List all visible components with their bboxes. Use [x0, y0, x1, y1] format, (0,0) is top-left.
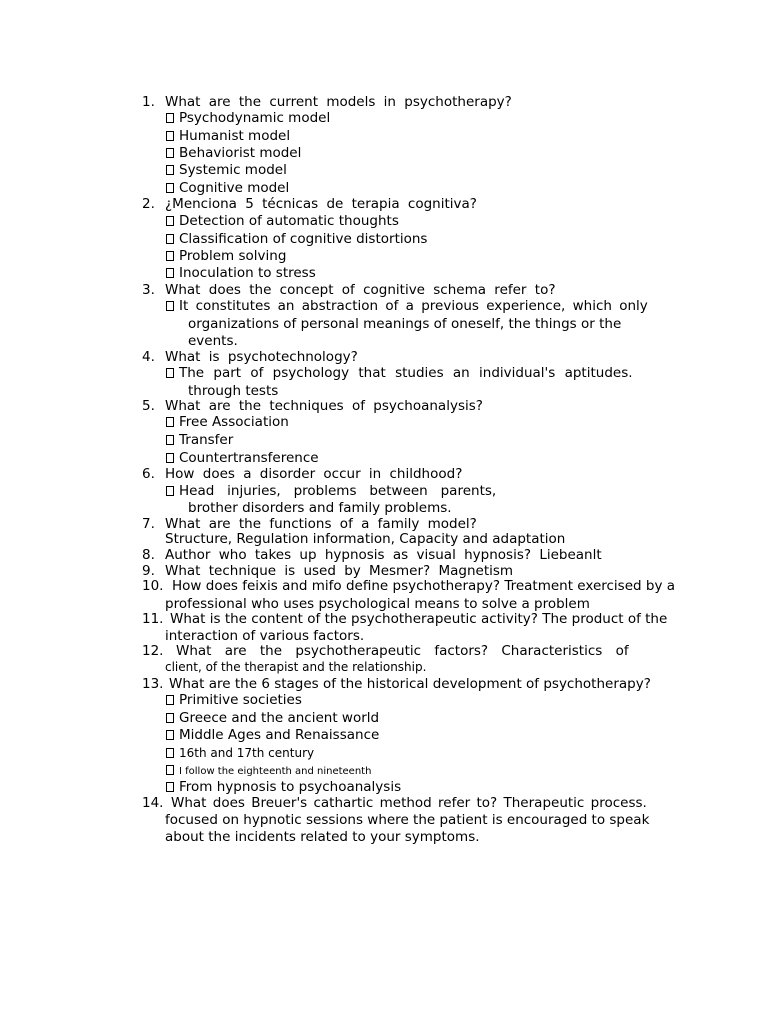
question-number: 13. — [142, 676, 164, 692]
question-number: 3. — [142, 282, 155, 298]
question-text: ¿Menciona 5 técnicas de terapia cognitiva? — [165, 196, 477, 212]
question-text: What are the current models in psychotherapy? — [165, 94, 512, 110]
answer-continuation: about the incidents related to your symptoms. — [165, 829, 480, 845]
bullet-box-icon — [166, 216, 174, 226]
bullet-box-icon — [166, 730, 174, 740]
answer-continuation: interaction of various factors. — [165, 628, 365, 644]
bullet-box-icon — [166, 131, 174, 141]
answer-bullet — [166, 248, 286, 265]
answer-bullet — [166, 162, 287, 179]
question-text: Author who takes up hypnosis as visual hypnosis? Liebeanlt — [165, 547, 602, 563]
bullet-box-icon — [166, 782, 174, 792]
answer-continuation: focused on hypnotic sessions where the patient is encouraged to speak — [165, 812, 650, 828]
answer-continuation: through tests — [188, 383, 279, 399]
question-text: What are the 6 stages of the historical development of psychotherapy? — [169, 676, 651, 692]
answer-bullet — [166, 145, 301, 162]
answer-continuation: brother disorders and family problems. — [188, 500, 452, 516]
bullet-text: Humanist model — [179, 128, 291, 144]
answer-bullet — [166, 779, 401, 796]
bullet-text: Greece and the ancient world — [179, 710, 380, 726]
question-number: 5. — [142, 398, 155, 414]
answer-continuation: organizations of personal meanings of oneself, the things or the — [188, 316, 622, 332]
question-text: What does the concept of cognitive schema refer to? — [165, 282, 556, 298]
bullet-box-icon — [166, 748, 174, 758]
bullet-text: Systemic model — [179, 162, 287, 178]
answer-bullet — [166, 265, 316, 282]
answer-bullet — [166, 710, 379, 727]
bullet-text: I follow the eighteenth and nineteenth — [179, 766, 372, 777]
answer-bullet — [166, 745, 314, 762]
question-text: What are the techniques of psychoanalysis? — [165, 398, 483, 414]
bullet-box-icon — [166, 713, 174, 723]
question-text: How does feixis and mifo define psychotherapy? Treatment exercised by a — [172, 578, 676, 594]
bullet-box-icon — [166, 183, 174, 193]
bullet-box-icon — [166, 234, 174, 244]
bullet-box-icon — [166, 368, 174, 378]
bullet-box-icon — [166, 453, 174, 463]
bullet-text: Problem solving — [179, 248, 287, 264]
answer-bullet — [166, 450, 319, 467]
bullet-text: Free Association — [179, 414, 289, 430]
question-number: 12. — [142, 643, 164, 659]
bullet-text: Behaviorist model — [179, 145, 302, 161]
bullet-text: 16th and 17th century — [179, 746, 315, 760]
answer-bullet — [166, 180, 289, 197]
question-number: 9. — [142, 563, 155, 579]
answer-bullet — [166, 298, 648, 315]
question-text: What technique is used by Mesmer? Magnetism — [165, 563, 514, 579]
answer-bullet — [166, 128, 290, 145]
answer-bullet — [166, 231, 427, 248]
bullet-box-icon — [166, 251, 174, 261]
answer-continuation: Structure, Regulation information, Capacity and adaptation — [165, 531, 566, 547]
bullet-text: Classification of cognitive distortions — [179, 231, 428, 247]
bullet-box-icon — [166, 695, 174, 705]
bullet-box-icon — [166, 268, 174, 278]
bullet-text: It constitutes an abstraction of a previous experience, which only — [179, 298, 648, 314]
bullet-box-icon — [166, 148, 174, 158]
bullet-box-icon — [166, 113, 174, 123]
bullet-text: Inoculation to stress — [179, 265, 316, 281]
question-number: 8. — [142, 547, 155, 563]
bullet-box-icon — [166, 165, 174, 175]
answer-bullet — [166, 727, 379, 744]
question-number: 2. — [142, 196, 155, 212]
question-text: What is psychotechnology? — [165, 349, 358, 365]
question-number: 14. — [142, 795, 164, 811]
answer-bullet — [166, 692, 302, 709]
bullet-text: Transfer — [179, 432, 234, 448]
answer-bullet — [166, 763, 371, 780]
question-text: What does Breuer's cathartic method refer to? Therapeutic process. — [171, 795, 647, 811]
bullet-text: Head injuries, problems between parents, — [179, 483, 497, 499]
bullet-box-icon — [166, 301, 174, 311]
answer-continuation: events. — [188, 333, 238, 349]
bullet-text: Cognitive model — [179, 180, 290, 196]
question-number: 11. — [142, 611, 164, 627]
question-number: 4. — [142, 349, 155, 365]
answer-bullet — [166, 414, 289, 431]
bullet-box-icon — [166, 417, 174, 427]
question-number: 6. — [142, 466, 155, 482]
question-number: 7. — [142, 516, 155, 532]
bullet-box-icon — [166, 765, 174, 775]
bullet-text: Psychodynamic model — [179, 110, 331, 126]
answer-continuation: client, of the therapist and the relationship. — [165, 660, 427, 674]
bullet-text: From hypnosis to psychoanalysis — [179, 779, 402, 795]
question-number: 1. — [142, 94, 155, 110]
question-text: How does a disorder occur in childhood? — [165, 466, 463, 482]
bullet-text: Middle Ages and Renaissance — [179, 727, 380, 743]
bullet-box-icon — [166, 435, 174, 445]
answer-continuation: professional who uses psychological means to solve a problem — [165, 596, 590, 612]
bullet-text: The part of psychology that studies an individual's aptitudes. — [179, 365, 633, 381]
bullet-text: Primitive societies — [179, 692, 302, 708]
bullet-box-icon — [166, 486, 174, 496]
answer-bullet — [166, 365, 633, 382]
question-text: What is the content of the psychotherapeutic activity? The product of the — [170, 611, 668, 627]
question-text: What are the psychotherapeutic factors? Characteristics of — [176, 643, 629, 659]
bullet-text: Detection of automatic thoughts — [179, 213, 399, 229]
answer-bullet — [166, 213, 399, 230]
answer-bullet — [166, 110, 330, 127]
bullet-text: Countertransference — [179, 450, 319, 466]
question-number: 10. — [142, 578, 164, 594]
question-text: What are the functions of a family model? — [165, 516, 477, 532]
answer-bullet — [166, 432, 233, 449]
answer-bullet — [166, 483, 496, 500]
